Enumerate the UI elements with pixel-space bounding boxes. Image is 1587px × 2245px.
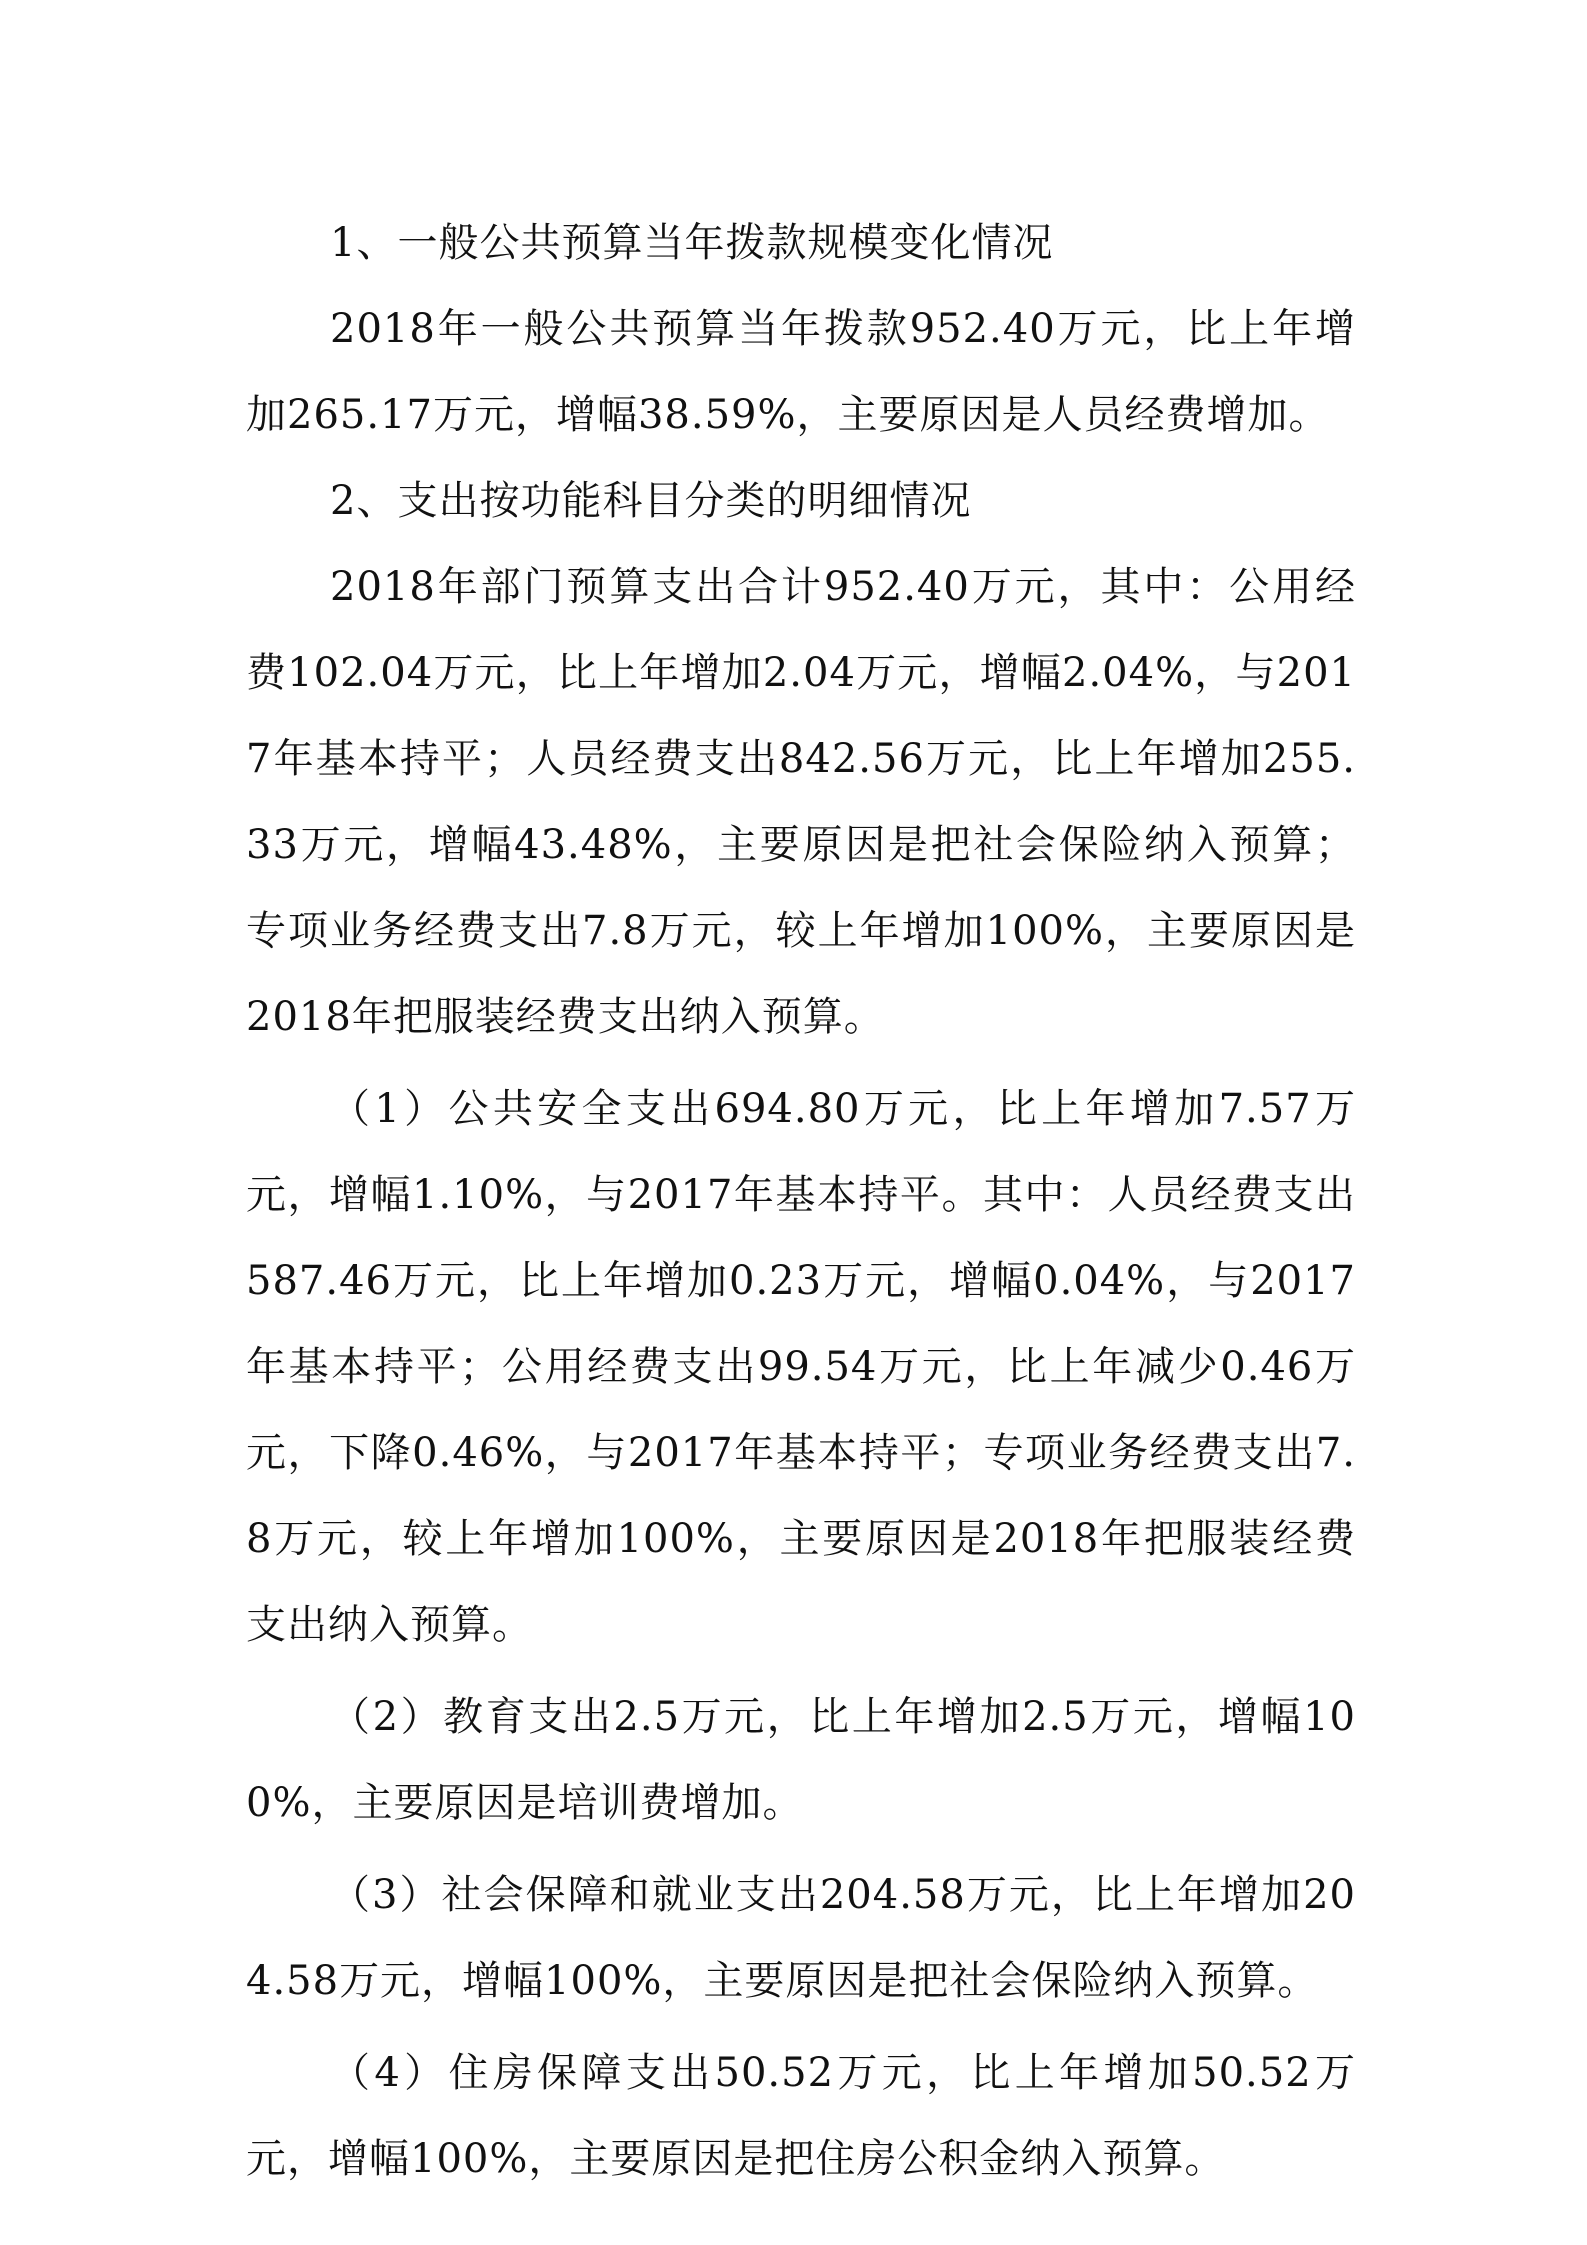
paragraph-public-security: （1）公共安全支出694.80万元，比上年增加7.57万元，增幅1.10%，与2017年基本持平。其中：人员经费支出587.46万元，比上年增加0.23万元，增幅0.04%，与2017年基本持平；公用经费支出99.54万元，比上年减少0.46万元，下降0.46%，与2017年基本持平；专项业务经费支出7.8万元，较上年增加100%，主要原因是2018年把服装经费支出纳入预算。 [246,1086,1356,1648]
paragraph-education: （2）教育支出2.5万元，比上年增加2.5万元，增幅100%，主要原因是培训费增加。 [246,1694,1356,1826]
paragraph-appropriation-change: 2018年一般公共预算当年拨款952.40万元，比上年增加265.17万元，增幅38.59%，主要原因是人员经费增加。 [246,306,1356,438]
paragraph-social-security: （3）社会保障和就业支出204.58万元，比上年增加204.58万元，增幅100%，主要原因是把社会保险纳入预算。 [246,1872,1356,2004]
paragraph-housing: （4）住房保障支出50.52万元，比上年增加50.52万元，增幅100%，主要原因是把住房公积金纳入预算。 [246,2050,1356,2182]
section-heading-functional-breakdown: 2、支出按功能科目分类的明细情况 [330,478,972,524]
document-page [246,200,1356,2202]
paragraph-total-expenditure: 2018年部门预算支出合计952.40万元，其中：公用经费102.04万元，比上年增加2.04万元，增幅2.04%，与2017年基本持平；人员经费支出842.56万元，比上年增加255.33万元，增幅43.48%，主要原因是把社会保险纳入预算；专项业务经费支出7.8万元，较上年增加100%，主要原因是2018年把服装经费支出纳入预算。 [246,564,1356,1040]
section-heading-appropriation: 1、一般公共预算当年拨款规模变化情况 [330,220,1054,266]
